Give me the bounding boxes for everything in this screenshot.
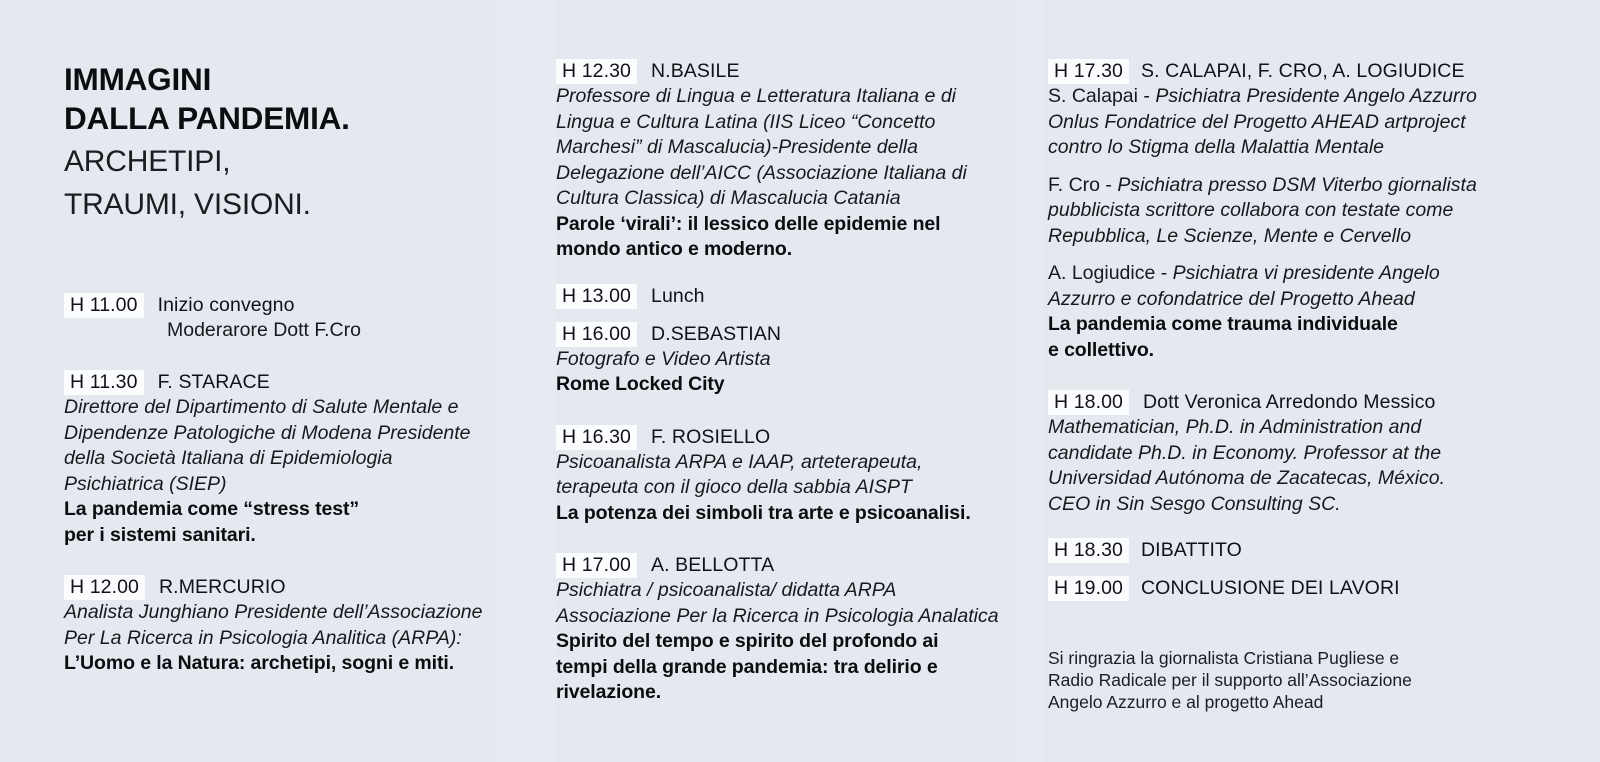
bio-line: Per La Ricerca in Psicologia Analitica (ARPA): bbox=[64, 626, 462, 649]
bio-line: contro lo Stigma della Malattia Mentale bbox=[1048, 136, 1385, 158]
bio-text: Psichiatra presso DSM Viterbo giornalista bbox=[1117, 173, 1477, 196]
schedule-item-head bbox=[556, 283, 1026, 309]
talk-title bbox=[1048, 312, 1518, 363]
bio-line: Delegazione dell’AICC (Associazione Italiana di bbox=[556, 161, 967, 184]
talk-title bbox=[64, 497, 504, 548]
time-badge: H 11.00 bbox=[64, 293, 144, 318]
time-badge: H 18.30 bbox=[1048, 538, 1129, 563]
speaker-name: CONCLUSIONE DEI LAVORI bbox=[1141, 577, 1400, 599]
spacer bbox=[556, 263, 1026, 283]
spacer bbox=[556, 526, 1026, 552]
bio-line: Professore di Lingua e Letteratura Italiana e di bbox=[556, 85, 957, 107]
spacer bbox=[1048, 249, 1518, 261]
spacer bbox=[1048, 517, 1518, 537]
bio-line bbox=[1048, 84, 1518, 110]
schedule-item-head bbox=[1048, 389, 1518, 415]
time-badge: H 11.30 bbox=[64, 370, 144, 395]
bio-person-name: F. Cro - bbox=[1048, 173, 1118, 196]
title-line-2: DALLA PANDEMIA. bbox=[64, 100, 350, 136]
time-badge: H 16.30 bbox=[556, 425, 637, 450]
spacer bbox=[64, 343, 504, 369]
bio-line: Repubblica, Le Scienze, Mente e Cervello bbox=[1048, 224, 1412, 247]
bio-line: della Società Italiana di Epidemiologia bbox=[64, 447, 393, 469]
talk-title-line: Spirito del tempo e spirito del profondo ai bbox=[556, 630, 939, 652]
acknowledgement-line: Radio Radicale per il supporto all’Associazione bbox=[1048, 670, 1412, 690]
schedule-item-head bbox=[556, 424, 1026, 450]
schedule-item-head bbox=[556, 552, 1026, 578]
time-badge: H 19.00 bbox=[1048, 576, 1129, 601]
bio-line: Azzurro e cofondatrice del Progetto Ahead bbox=[1048, 287, 1415, 310]
talk-title bbox=[556, 501, 1026, 527]
speaker-subline bbox=[64, 318, 504, 343]
speaker-name: Dott Veronica Arredondo Messico bbox=[1143, 391, 1436, 413]
bio-line: Onlus Fondatrice del Progetto AHEAD artproject bbox=[1048, 110, 1466, 133]
speaker-name: A. BELLOTTA bbox=[651, 554, 775, 576]
spacer bbox=[1048, 563, 1518, 575]
bio-line: Psichiatrica (SIEP) bbox=[64, 472, 227, 495]
acknowledgement-line: Si ringrazia la giornalista Cristiana Pugliese e bbox=[1048, 648, 1400, 668]
bio-line: Universidad Autónoma de Zacatecas, México. bbox=[1048, 467, 1446, 489]
bio-text: Psichiatra Presidente Angelo Azzurro bbox=[1155, 85, 1477, 107]
schedule-item bbox=[556, 424, 1026, 527]
talk-title-line: e collettivo. bbox=[1048, 338, 1154, 361]
talk-title bbox=[64, 651, 504, 677]
talk-title-line: Rome Locked City bbox=[556, 373, 725, 395]
bio-line: Marchesi” di Mascalucia)-Presidente della bbox=[556, 136, 918, 158]
speaker-bio bbox=[1048, 84, 1518, 161]
time-badge: H 12.30 bbox=[556, 59, 637, 84]
schedule-item bbox=[64, 574, 504, 677]
bio-line: Psichiatra / psicoanalista/ didatta ARPA bbox=[556, 579, 897, 601]
talk-title-line: Parole ‘virali’: il lessico delle epidemie nel bbox=[556, 212, 941, 235]
bio-line: Lingua e Cultura Latina (IIS Liceo “Concetto bbox=[556, 110, 936, 133]
bio-line: candidate Ph.D. in Economy. Professor at the bbox=[1048, 441, 1442, 464]
schedule-column-1 bbox=[64, 292, 504, 677]
speaker-bio bbox=[64, 395, 504, 497]
moderator-label: Moderarore Dott F.Cro bbox=[167, 319, 361, 341]
bio-line: pubblicista scrittore collabora con testate come bbox=[1048, 199, 1454, 221]
bio-person-name: S. Calapai - bbox=[1048, 85, 1156, 107]
spacer bbox=[1048, 161, 1518, 173]
speaker-bio bbox=[64, 600, 504, 651]
bio-line: Psicoanalista ARPA e IAAP, arteterapeuta, bbox=[556, 450, 923, 473]
title-line-4: TRAUMI, VISIONI. bbox=[64, 188, 311, 221]
schedule-item-head bbox=[1048, 575, 1518, 601]
bio-line: Cultura Classica) di Mascalucia Catania bbox=[556, 187, 901, 209]
spacer bbox=[1048, 363, 1518, 389]
speaker-bio bbox=[556, 450, 1026, 501]
bio-line: Analista Junghiano Presidente dell’Associazione bbox=[64, 601, 483, 623]
acknowledgements bbox=[1048, 647, 1518, 713]
speaker-name: Lunch bbox=[651, 284, 705, 307]
schedule-column-3 bbox=[1048, 58, 1518, 713]
speaker-bio bbox=[1048, 261, 1518, 312]
schedule-item-head bbox=[1048, 58, 1518, 84]
spacer bbox=[1048, 627, 1518, 647]
speaker-name: F. STARACE bbox=[157, 371, 270, 393]
speaker-name: R.MERCURIO bbox=[159, 576, 286, 598]
talk-title-line: tempi della grande pandemia: tra delirio e bbox=[556, 655, 938, 678]
talk-title-line: La pandemia come trauma individuale bbox=[1048, 313, 1398, 335]
schedule-item-head bbox=[556, 321, 1026, 347]
page-title bbox=[64, 60, 504, 224]
bio-line: Mathematician, Ph.D. in Administration and bbox=[1048, 416, 1422, 438]
talk-title-line: La pandemia come “stress test” bbox=[64, 498, 360, 520]
schedule-item bbox=[1048, 537, 1518, 563]
spacer bbox=[556, 309, 1026, 321]
speaker-bio bbox=[556, 347, 1026, 373]
talk-title bbox=[556, 629, 1026, 706]
talk-title-line: per i sistemi sanitari. bbox=[64, 523, 256, 546]
schedule-item-head bbox=[64, 369, 504, 395]
schedule-item-head bbox=[64, 574, 504, 600]
title-line-1: IMMAGINI bbox=[64, 61, 212, 97]
talk-title bbox=[556, 372, 1026, 398]
speaker-bio bbox=[556, 578, 1026, 629]
talk-title-line: L’Uomo e la Natura: archetipi, sogni e miti. bbox=[64, 652, 455, 674]
speaker-name: Inizio convegno bbox=[157, 294, 295, 316]
spacer bbox=[64, 548, 504, 574]
bio-person-name: A. Logiudice - bbox=[1048, 262, 1173, 284]
speaker-name: N.BASILE bbox=[651, 60, 740, 82]
talk-title-line: mondo antico e moderno. bbox=[556, 238, 793, 260]
schedule-item bbox=[1048, 58, 1518, 363]
bio-line: CEO in Sin Sesgo Consulting SC. bbox=[1048, 492, 1341, 515]
time-badge: H 12.00 bbox=[64, 575, 145, 600]
talk-title-line: La potenza dei simboli tra arte e psicoanalisi. bbox=[556, 501, 971, 524]
schedule-item bbox=[556, 552, 1026, 706]
schedule-item bbox=[556, 283, 1026, 309]
time-badge: H 13.00 bbox=[556, 284, 637, 309]
talk-title-line: rivelazione. bbox=[556, 681, 662, 703]
speaker-bio bbox=[1048, 415, 1518, 517]
schedule-item-head bbox=[1048, 537, 1518, 563]
speaker-name: S. CALAPAI, F. CRO, A. LOGIUDICE bbox=[1141, 60, 1465, 82]
bio-line: Fotografo e Video Artista bbox=[556, 347, 771, 370]
schedule-item bbox=[556, 58, 1026, 263]
background-band-left bbox=[498, 0, 556, 762]
schedule-item bbox=[1048, 389, 1518, 517]
schedule-item bbox=[64, 292, 504, 343]
schedule-column-2 bbox=[556, 58, 1026, 706]
bio-line bbox=[1048, 261, 1518, 287]
acknowledgement-line: Angelo Azzurro e al progetto Ahead bbox=[1048, 692, 1324, 712]
speaker-name: F. ROSIELLO bbox=[651, 425, 771, 448]
schedule-item bbox=[1048, 575, 1518, 601]
speaker-name: D.SEBASTIAN bbox=[651, 322, 782, 345]
schedule-item-head bbox=[556, 58, 1026, 84]
bio-line: Dipendenze Patologiche di Modena Presidente bbox=[64, 421, 471, 444]
speaker-name: DIBATTITO bbox=[1141, 539, 1242, 561]
title-line-3: ARCHETIPI, bbox=[64, 145, 231, 178]
bio-text: Psichiatra vi presidente Angelo bbox=[1172, 262, 1440, 284]
speaker-bio bbox=[1048, 173, 1518, 250]
speaker-bio bbox=[556, 84, 1026, 212]
time-badge: H 17.00 bbox=[556, 553, 637, 578]
bio-line: Direttore del Dipartimento di Salute Mentale e bbox=[64, 396, 459, 418]
bio-line bbox=[1048, 173, 1518, 199]
schedule-item-head bbox=[64, 292, 504, 318]
talk-title bbox=[556, 212, 1026, 263]
time-badge: H 18.00 bbox=[1048, 390, 1129, 415]
time-badge: H 17.30 bbox=[1048, 59, 1129, 84]
schedule-item bbox=[64, 369, 504, 548]
bio-line: terapeuta con il gioco della sabbia AISPT bbox=[556, 476, 912, 498]
spacer bbox=[556, 398, 1026, 424]
bio-line: Associazione Per la Ricerca in Psicologia Analatica bbox=[556, 604, 999, 627]
time-badge: H 16.00 bbox=[556, 322, 637, 347]
spacer bbox=[1048, 601, 1518, 627]
schedule-item bbox=[556, 321, 1026, 398]
